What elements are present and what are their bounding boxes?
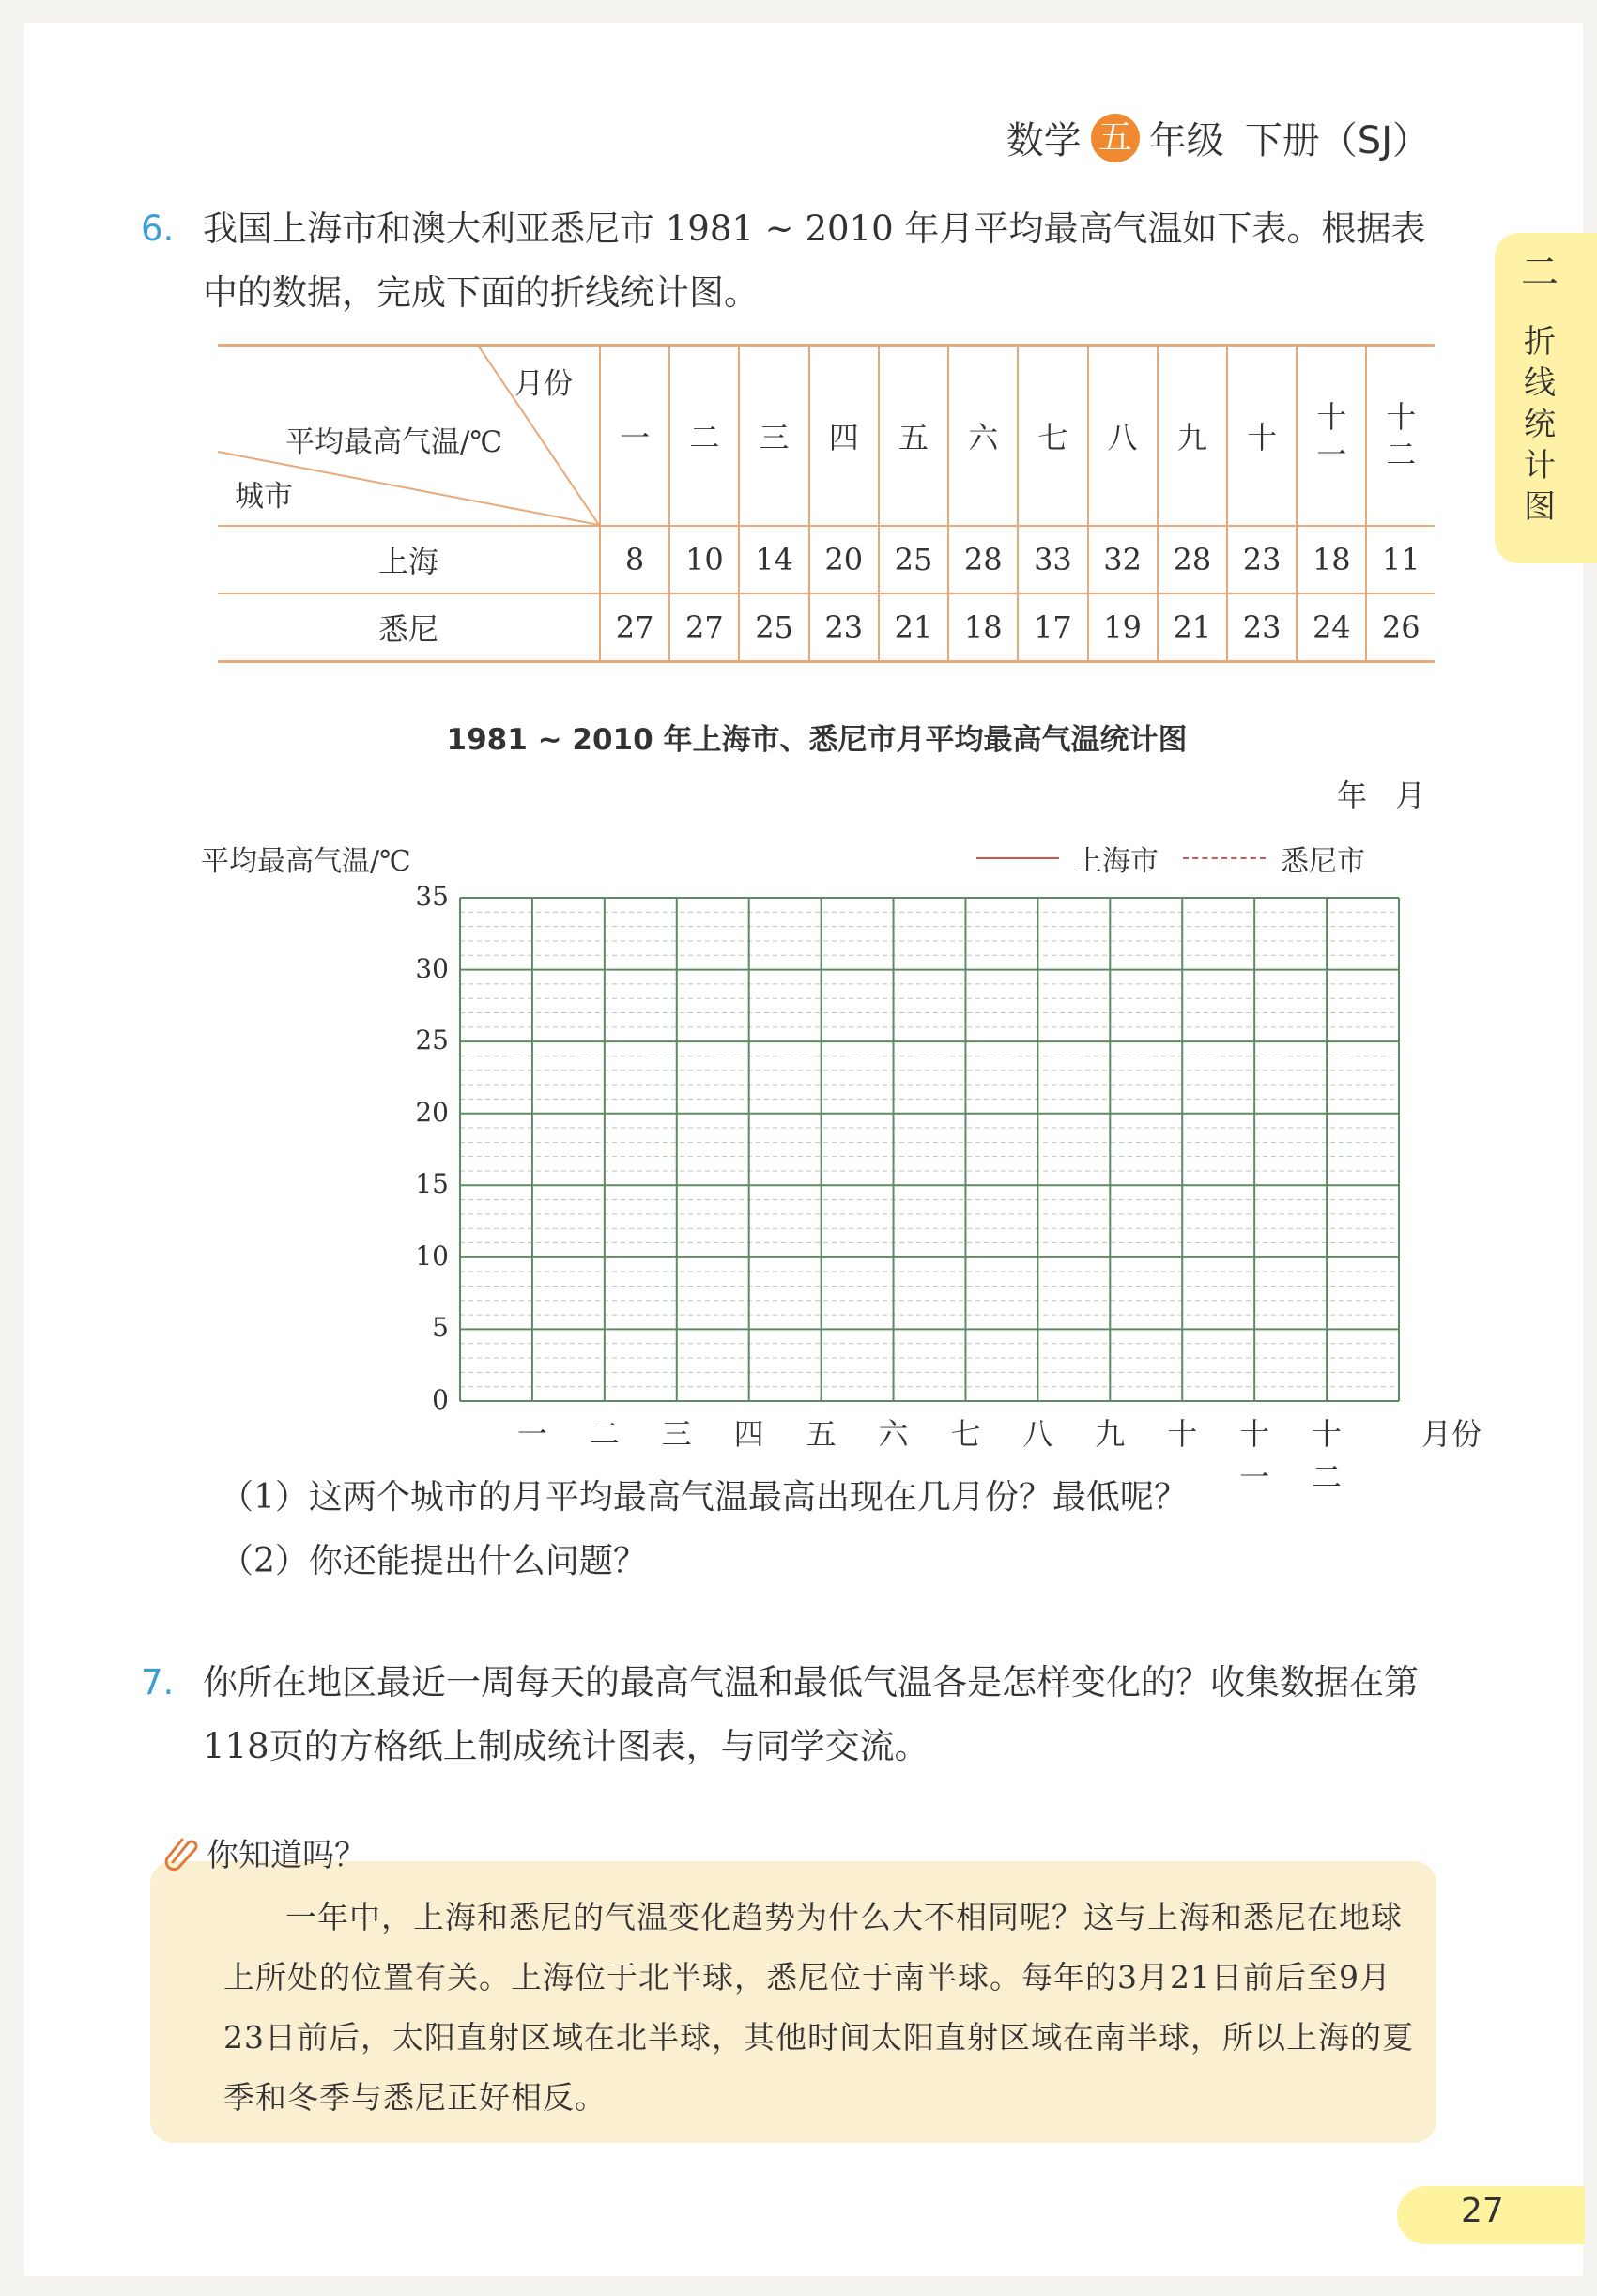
page-number: 27 [1461,2192,1504,2230]
month-header: 五 [879,346,948,527]
value-cell: 23 [1227,526,1297,593]
x-tick-label: 八 [1022,1416,1053,1452]
value-cell: 27 [669,593,739,662]
header-month-label: 月份 [514,367,573,401]
x-tick-label: 一 [516,1416,547,1452]
x-tick-label: 十 [1167,1416,1198,1452]
value-cell: 10 [669,526,739,593]
month-header: 七 [1018,346,1087,527]
chapter-char: 折 [1524,323,1556,361]
chart-title: 1981 ~ 2010 年上海市、悉尼市月平均最高气温统计图 [446,723,1188,757]
info-title-text: 你知道吗？ [207,1837,366,1874]
question-1: （1）这两个城市的月平均最高气温最高出现在几月份？最低呢？ [220,1478,1188,1517]
value-cell: 21 [1158,593,1227,662]
month-header: 二 [669,346,739,527]
header-volume: 下册（SJ） [1244,119,1430,162]
month-header: 三 [739,346,808,527]
info-text: 一年中，上海和悉尼的气温变化趋势为什么大不相同呢？这与上海和悉尼在地球上所处的位置有关。上海位于北半球，悉尼位于南半球。每年的3月21日前后至9月23日前后，太阳直射区域在北半球，其他时间太阳直射区域在南半球，所以上海的夏季和冬季与悉尼正好相反。 [223,1899,1414,2116]
grade-badge: 五 [1091,114,1140,162]
value-cell: 33 [1018,526,1087,593]
month-header: 十 一 [1297,346,1366,527]
x-tick-label: 五 [806,1416,837,1452]
chapter-number: 二 [1521,251,1559,294]
chapter-char: 线 [1524,364,1556,402]
x-tick-label: 六 [878,1416,909,1452]
value-cell: 11 [1366,526,1435,593]
value-cell: 8 [600,526,669,593]
value-cell: 27 [600,593,669,662]
value-cell: 28 [1158,526,1227,593]
value-cell: 18 [1297,526,1366,593]
value-cell: 24 [1297,593,1366,662]
y-tick-label: 10 [415,1240,449,1271]
problem-7 [141,1651,1436,1779]
y-tick-label: 30 [415,952,449,984]
legend-sydney: 悉尼市 [1281,845,1365,878]
month-header: 十 二 [1366,346,1435,527]
x-tick-label: 四 [733,1416,764,1452]
header-subject: 数学 [1006,119,1082,162]
chapter-char: 图 [1524,488,1556,526]
y-tick-label: 15 [415,1168,449,1200]
y-tick-label: 0 [432,1384,449,1415]
city-cell: 悉尼 [377,611,438,647]
value-cell: 23 [1227,593,1297,662]
paperclip-icon [161,1834,199,1872]
header-grade-suffix: 年级 [1148,119,1224,162]
value-cell: 25 [739,593,808,662]
y-tick-label: 25 [415,1025,449,1056]
value-cell: 23 [809,593,879,662]
month-header: 一 [600,346,669,527]
y-tick-label: 35 [415,881,449,912]
value-cell: 14 [739,526,808,593]
chapter-char: 统 [1524,406,1556,443]
header-temp-label: 平均最高气温/℃ [285,425,503,459]
x-tick-label: 十一 [1239,1416,1270,1495]
x-tick-label: 三 [661,1416,692,1452]
question-2: （2）你还能提出什么问题？ [220,1542,647,1580]
month-header: 六 [948,346,1018,527]
y-tick-label: 20 [415,1096,449,1128]
value-cell: 26 [1366,593,1435,662]
value-cell: 28 [948,526,1018,593]
problem-text: 你所在地区最近一周每天的最高气温和最低气温各是怎样变化的？收集数据在第118页的方格纸上制成统计图表，与同学交流。 [203,1662,1419,1766]
x-tick-label: 十二 [1312,1416,1343,1495]
month-header: 四 [809,346,879,527]
problem-number: 6. [141,208,175,249]
month-header: 十 [1227,346,1297,527]
value-cell: 20 [809,526,879,593]
x-tick-label: 九 [1095,1416,1126,1452]
month-header: 八 [1088,346,1158,527]
chart-date-line: 年 月 [1337,778,1426,813]
city-cell: 上海 [377,544,438,579]
header-city-label: 城市 [235,480,293,514]
value-cell: 25 [879,526,948,593]
y-tick-label: 5 [432,1312,449,1344]
chapter-char: 计 [1524,447,1556,485]
value-cell: 19 [1088,593,1158,662]
x-axis-unit-label: 月份 [1421,1416,1482,1452]
x-tick-label: 二 [589,1416,620,1452]
value-cell: 32 [1088,526,1158,593]
legend-shanghai: 上海市 [1074,845,1159,878]
problem-number: 7. [141,1662,175,1703]
info-title [161,1829,366,1875]
value-cell: 18 [948,593,1018,662]
value-cell: 21 [879,593,948,662]
month-header: 九 [1158,346,1227,527]
problem-text: 我国上海市和澳大利亚悉尼市 1981 ~ 2010 年月平均最高气温如下表。根据表中的数据，完成下面的折线统计图。 [203,208,1426,313]
x-tick-label: 七 [950,1416,981,1452]
value-cell: 17 [1018,593,1087,662]
chart-y-axis-label: 平均最高气温/℃ [201,845,411,878]
